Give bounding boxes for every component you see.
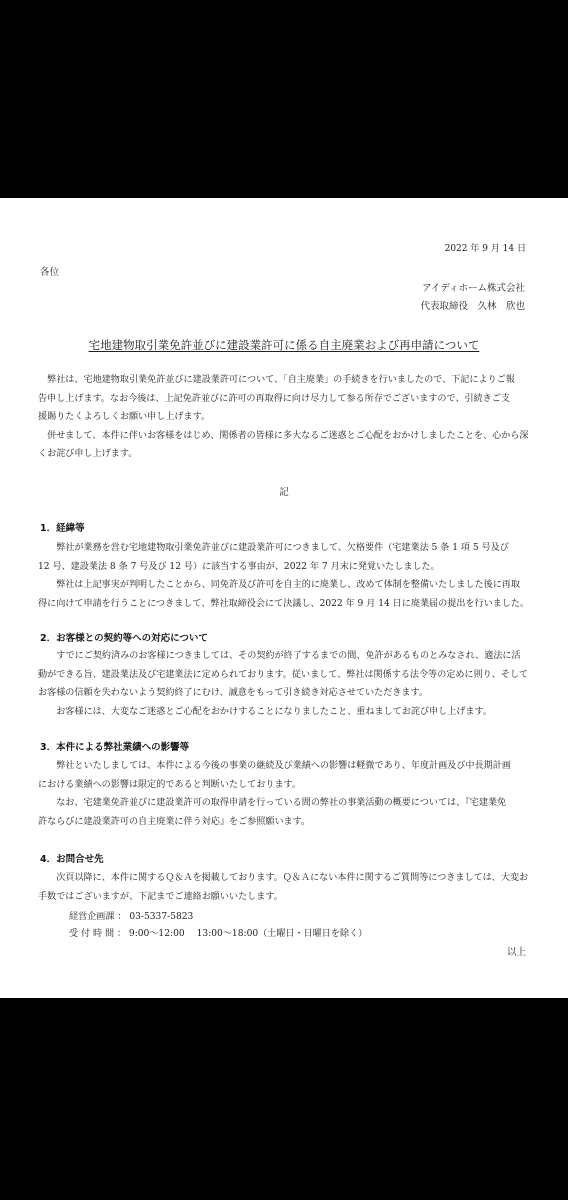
section-body-background	[38, 539, 532, 613]
section-line: 許ならびに建設業許可の自主廃業に伴う対応』をご参照願います。	[38, 816, 311, 827]
contact-department-phone: 経営企画課 ： 03-5337-5823	[69, 912, 194, 922]
section-line: 得に向けて申請を行うことにつきまして、弊社取締役会にて決議し、2022 年 9 月 14 日に廃業届の提出を行いました。	[38, 598, 530, 609]
section-body-customer-contracts	[38, 647, 532, 721]
section-line: お客様の信頼を失わないよう契約終了にむけ、誠意をもって引き続き対応させていただきます。	[38, 688, 428, 698]
intro-line: 告申し上げます。なお今後は、上記免許並びに許可の再取得に向け尽力して参る所存でございますので、引続きご支	[38, 393, 510, 404]
section-line: 弊社といたしましては、本件による今後の事業の継続及び業績への影響は軽微であり、年度計画及び中長期計画	[38, 761, 511, 771]
intro-line: 援賜りたくよろしくお願い申し上げます。	[38, 412, 211, 422]
section-line: 弊社は上記事実が判明したことから、同免許及び許可を自主的に廃業し、改めて体制を整備いたしました後に再取	[38, 580, 520, 590]
section-line: なお、宅建業免許並びに建設業許可の取得申請を行っている間の弊社の事業活動の概要については、『宅建業免	[38, 798, 507, 808]
document-title: 宅地建物取引業免許並びに建設業許可に係る自主廃業および再申請について	[88, 338, 480, 352]
intro-paragraph	[38, 371, 532, 464]
section-line: 12 号、建設業法 8 条 7 号及び 12 号）に該当する事由が、2022 年 7 月末に発覚いたしました。	[38, 561, 440, 572]
document-page	[0, 198, 568, 998]
section-heading-inquiries: 4．お問合せ先	[40, 854, 104, 865]
intro-line: 併せまして、本件に伴いお客様をはじめ、関係者の皆様に多大なるご迷惑とご心配をおかけしましたことを、心から深	[38, 430, 529, 441]
section-line: 手数ではございますが、下記までご連絡お願いいたします。	[38, 891, 283, 902]
section-line: 弊社が業務を営む宅地建物取引業免許並びに建設業許可につきまして、欠格要件（宅建業法 5 条 1 項 5 号及び	[38, 543, 509, 553]
section-line: 動ができる旨、建設業法及び宅建業法に定められております。従いまして、弊社は関係する法令等の定めに則り、そして	[38, 669, 529, 680]
closing-mark: 以上	[506, 947, 526, 958]
intro-line: 弊社は、宅地建物取引業免許並びに建設業許可について、「自主廃業」の手続きを行いましたので、下記によりご報	[38, 375, 515, 385]
addressee: 各位	[40, 267, 60, 278]
section-body-inquiries	[38, 869, 532, 906]
section-body-business-impact	[38, 757, 532, 831]
section-line: 次頁以降に、本件に関するＱ＆Ａを掲載しております。Ｑ＆Ａにない本件に関するご質問等につきましては、大変お	[38, 873, 529, 883]
document-date: 2022 年 9 月 14 日	[444, 244, 526, 254]
representative-name: 代表取締役 久林 欣也	[420, 301, 525, 312]
section-heading-background: 1．経緯等	[40, 523, 85, 534]
intro-line: くお詫び申し上げます。	[38, 449, 138, 459]
company-name: アイディホーム株式会社	[422, 283, 525, 294]
contact-hours: 受 付 時 間 ： 9:00～12:00 13:00～18:00（土曜日・日曜日を除く）	[69, 929, 368, 939]
section-line: における業績への影響は限定的であると判断いたしております。	[38, 779, 301, 790]
ki-marker: 記	[279, 487, 289, 498]
section-heading-business-impact: 3．本件による弊社業績への影響等	[40, 742, 190, 753]
section-line: お客様には、大変なご迷惑とご心配をおかけすることになりましたこと、重ねましてお詫び申し上げます。	[38, 706, 492, 717]
section-line: すでにご契約済みのお客様につきましては、その契約が終了するまでの間、免許があるものとみなされ、適法に活	[38, 651, 521, 661]
section-heading-customer-contracts: 2．お客様との契約等への対応について	[40, 633, 208, 644]
